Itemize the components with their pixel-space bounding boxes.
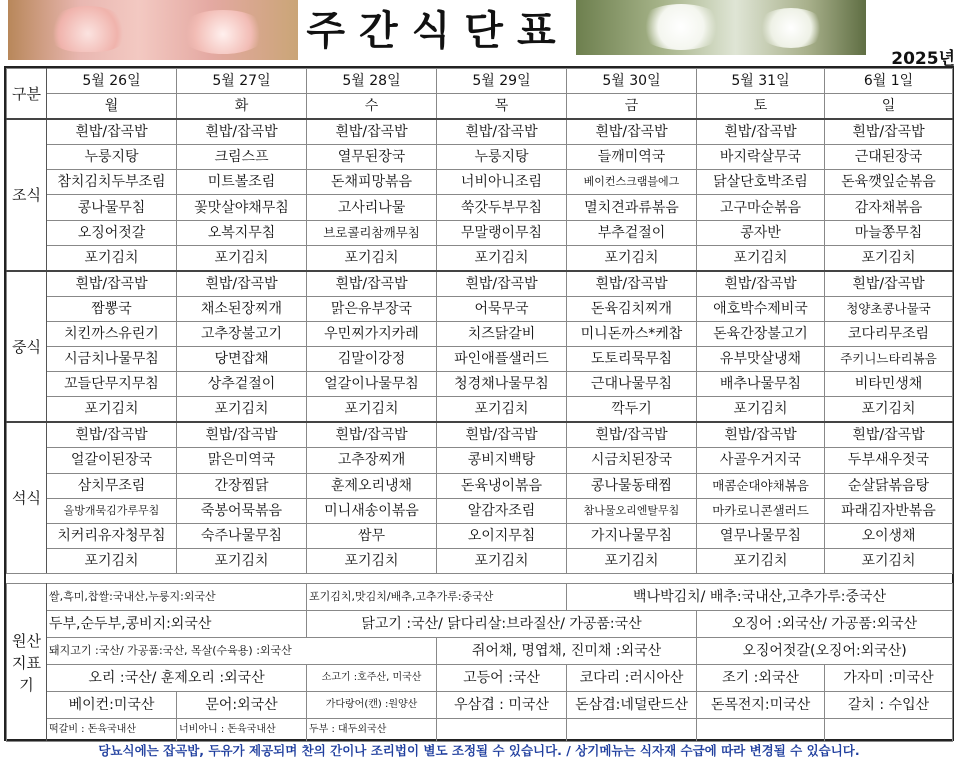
menu-cell: 포기김치: [307, 245, 437, 271]
menu-cell: 포기김치: [697, 548, 825, 573]
menu-cell: 포기김치: [47, 548, 177, 573]
header: [0, 0, 961, 69]
menu-cell: 알감자조림: [437, 498, 567, 523]
menu-cell: 고추장불고기: [177, 321, 307, 346]
menu-cell: 당면잡채: [177, 347, 307, 372]
menu-cell: 유부맛살냉채: [697, 347, 825, 372]
menu-cell: 포기김치: [567, 548, 697, 573]
lunch-label: 중식: [7, 271, 47, 423]
menu-cell: 돈육냉이볶음: [437, 473, 567, 498]
menu-cell: 미니새송이볶음: [307, 498, 437, 523]
menu-cell: 시금치된장국: [567, 448, 697, 473]
menu-cell: 얼갈이된장국: [47, 448, 177, 473]
meal-table: [6, 68, 953, 574]
origin-cell: 돼지고기 :국산/ 가공품:국산, 목살(수육용) :외국산: [47, 638, 437, 665]
menu-cell: 흰밥/잡곡밥: [307, 119, 437, 145]
menu-cell: 배추나물무침: [697, 372, 825, 397]
origin-cell: 떡갈비 : 돈육국내산: [47, 719, 177, 742]
origin-cell: 돈삼겹:네덜란드산: [567, 692, 697, 719]
weekday-cell: 토: [697, 94, 825, 120]
origin-cell: 갈치 : 수입산: [825, 692, 953, 719]
menu-cell: 콩나물무침: [47, 195, 177, 220]
menu-cell: 얼갈이나물무침: [307, 372, 437, 397]
menu-cell: 포기김치: [567, 245, 697, 271]
menu-cell: 치즈닭갈비: [437, 321, 567, 346]
origin-cell: 조기 :외국산: [697, 665, 825, 692]
menu-cell: 참치김치두부조림: [47, 170, 177, 195]
menu-cell: 멸치견과류볶음: [567, 195, 697, 220]
menu-cell: 파인애플샐러드: [437, 347, 567, 372]
menu-cell: 치커리유자청무침: [47, 523, 177, 548]
origin-cell: 쥐어채, 명엽채, 진미채 :외국산: [437, 638, 697, 665]
menu-cell: 훈제오리냉채: [307, 473, 437, 498]
menu-cell: 오복지무침: [177, 220, 307, 245]
breakfast-label: 조식: [7, 119, 47, 271]
menu-cell: 고구마순볶음: [697, 195, 825, 220]
lunch-row: [7, 397, 953, 423]
menu-cell: 흰밥/잡곡밥: [567, 119, 697, 145]
origin-cell: 돈목전지:미국산: [697, 692, 825, 719]
menu-cell: 열무된장국: [307, 145, 437, 170]
dinner-row: [7, 523, 953, 548]
origin-cell: [697, 719, 825, 742]
menu-cell: 상추겉절이: [177, 372, 307, 397]
weekday-cell: 금: [567, 94, 697, 120]
menu-cell: 들깨미역국: [567, 145, 697, 170]
menu-cell: 흰밥/잡곡밥: [697, 119, 825, 145]
origin-row: [7, 584, 953, 611]
date-cell: 5월 26일: [47, 69, 177, 94]
menu-cell: 시금치나물무침: [47, 347, 177, 372]
breakfast-row: [7, 119, 953, 145]
footer-note: 당뇨식에는 잡곡밥, 두유가 제공되며 찬의 간이나 조리법이 별도 조정될 수 있습니다. / 상기메뉴는 식자재 수급에 따라 변경될 수 있습니다.: [98, 743, 860, 758]
menu-cell: 숙주나물무침: [177, 523, 307, 548]
origin-cell: 두부 : 대두외국산: [307, 719, 437, 742]
menu-cell: 부추겉절이: [567, 220, 697, 245]
menu-cell: 오이생채: [825, 523, 953, 548]
menu-cell: 감자채볶음: [825, 195, 953, 220]
menu-cell: 돈육김치찌개: [567, 296, 697, 321]
dinner-label: 석식: [7, 422, 47, 573]
menu-cell: 누룽지탕: [47, 145, 177, 170]
origin-label: 원산지표기: [7, 584, 47, 742]
weekday-cell: 목: [437, 94, 567, 120]
origin-cell: 백나박김치/ 배추:국내산,고추가루:중국산: [567, 584, 953, 611]
menu-cell: 우민찌가지카레: [307, 321, 437, 346]
menu-cell: 가지나물무침: [567, 523, 697, 548]
date-cell: 6월 1일: [825, 69, 953, 94]
origin-cell: 오징어젓갈(오징어:외국산): [697, 638, 953, 665]
origin-cell: [567, 719, 697, 742]
menu-cell: 쌈무: [307, 523, 437, 548]
menu-cell: 포기김치: [47, 397, 177, 423]
menu-cell: 콩자반: [697, 220, 825, 245]
dinner-row: [7, 422, 953, 448]
breakfast-row: [7, 145, 953, 170]
date-cell: 5월 31일: [697, 69, 825, 94]
menu-cell: 두부새우젓국: [825, 448, 953, 473]
menu-cell: 흰밥/잡곡밥: [177, 422, 307, 448]
corner-label: 구분: [7, 69, 47, 120]
menu-cell: 너비아니조림: [437, 170, 567, 195]
menu-cell: 흰밥/잡곡밥: [567, 271, 697, 297]
lunch-row: [7, 347, 953, 372]
menu-cell: 콩나물동태찜: [567, 473, 697, 498]
origin-cell: 너비아니 : 돈육국내산: [177, 719, 307, 742]
menu-cell: 마카로니콘샐러드: [697, 498, 825, 523]
menu-cell: 애호박수제비국: [697, 296, 825, 321]
menu-cell: 순살닭볶음탕: [825, 473, 953, 498]
menu-cell: 청경채나물무침: [437, 372, 567, 397]
menu-cell: 포기김치: [177, 397, 307, 423]
menu-cell: 맑은유부장국: [307, 296, 437, 321]
origin-cell: 고등어 :국산: [437, 665, 567, 692]
menu-cell: 파래김자반볶음: [825, 498, 953, 523]
menu-cell: 흰밥/잡곡밥: [697, 271, 825, 297]
origin-cell: 닭고기 :국산/ 닭다리살:브라질산/ 가공품:국산: [307, 611, 697, 638]
menu-cell: 오이지무침: [437, 523, 567, 548]
menu-cell: 브로콜리참깨무침: [307, 220, 437, 245]
origin-table: [6, 583, 953, 742]
date-cell: 5월 29일: [437, 69, 567, 94]
origin-cell: 우삼겹 : 미국산: [437, 692, 567, 719]
origin-cell: 소고기 :호주산, 미국산: [307, 665, 437, 692]
menu-cell: 마늘쫑무침: [825, 220, 953, 245]
origin-cell: 문어:외국산: [177, 692, 307, 719]
menu-cell: 포기김치: [825, 245, 953, 271]
menu-cell: 닭살단호박조림: [697, 170, 825, 195]
menu-cell: 채소된장찌개: [177, 296, 307, 321]
menu-cell: 누룽지탕: [437, 145, 567, 170]
menu-cell: 맑은미역국: [177, 448, 307, 473]
lunch-row: [7, 321, 953, 346]
menu-cell: 쑥갓두부무침: [437, 195, 567, 220]
menu-cell: 흰밥/잡곡밥: [437, 119, 567, 145]
menu-cell: 근대된장국: [825, 145, 953, 170]
menu-cell: 청양초콩나물국: [825, 296, 953, 321]
menu-cell: 흰밥/잡곡밥: [697, 422, 825, 448]
dinner-row: [7, 548, 953, 573]
menu-cell: 포기김치: [697, 397, 825, 423]
menu-cell: 흰밥/잡곡밥: [177, 271, 307, 297]
origin-cell: 코다리 :러시아산: [567, 665, 697, 692]
menu-cell: 주키니느타리볶음: [825, 347, 953, 372]
menu-cell: 돈채피망볶음: [307, 170, 437, 195]
date-cell: 5월 30일: [567, 69, 697, 94]
weekday-cell: 수: [307, 94, 437, 120]
date-row: [7, 69, 953, 94]
menu-cell: 바지락살무국: [697, 145, 825, 170]
dinner-row: [7, 498, 953, 523]
breakfast-row: [7, 245, 953, 271]
weekday-cell: 일: [825, 94, 953, 120]
lunch-row: [7, 296, 953, 321]
menu-cell: 포기김치: [825, 397, 953, 423]
breakfast-row: [7, 170, 953, 195]
menu-cell: 올방개묵김가루무침: [47, 498, 177, 523]
menu-cell: 매콤순대야채볶음: [697, 473, 825, 498]
origin-cell: 쌀,흑미,찹쌀:국내산,누룽지:외국산: [47, 584, 307, 611]
menu-cell: 사골우거지국: [697, 448, 825, 473]
menu-cell: 코다리무조림: [825, 321, 953, 346]
menu-cell: 죽봉어묵볶음: [177, 498, 307, 523]
origin-row: [7, 719, 953, 742]
menu-cell: 포기김치: [437, 397, 567, 423]
page-title: 주간식단표: [306, 8, 570, 54]
menu-cell: 삼치무조림: [47, 473, 177, 498]
menu-cell: 포기김치: [307, 397, 437, 423]
menu-cell: 포기김치: [697, 245, 825, 271]
menu-cell: 흰밥/잡곡밥: [307, 271, 437, 297]
origin-cell: 오징어 :외국산/ 가공품:외국산: [697, 611, 953, 638]
lotus-flower-image: [8, 0, 298, 60]
menu-cell: 도토리묵무침: [567, 347, 697, 372]
menu-cell: 무말랭이무침: [437, 220, 567, 245]
menu-cell: 미니돈까스*케찹: [567, 321, 697, 346]
dinner-row: [7, 473, 953, 498]
origin-row: [7, 692, 953, 719]
menu-cell: 열무나물무침: [697, 523, 825, 548]
origin-cell: [437, 719, 567, 742]
menu-cell: 포기김치: [177, 245, 307, 271]
menu-cell: 포기김치: [177, 548, 307, 573]
weekday-cell: 월: [47, 94, 177, 120]
breakfast-row: [7, 195, 953, 220]
menu-cell: 돈육깻잎순볶음: [825, 170, 953, 195]
origin-row: [7, 665, 953, 692]
menu-cell: 흰밥/잡곡밥: [47, 271, 177, 297]
menu-cell: 꼬들단무지무침: [47, 372, 177, 397]
date-cell: 5월 27일: [177, 69, 307, 94]
menu-cell: 흰밥/잡곡밥: [567, 422, 697, 448]
menu-cell: 짬뽕국: [47, 296, 177, 321]
menu-cell: 꽃맛살야채무침: [177, 195, 307, 220]
menu-cell: 흰밥/잡곡밥: [307, 422, 437, 448]
origin-cell: 가자미 :미국산: [825, 665, 953, 692]
menu-cell: 포기김치: [825, 548, 953, 573]
origin-cell: 두부,순두부,콩비지:외국산: [47, 611, 307, 638]
menu-cell: 미트볼조림: [177, 170, 307, 195]
lunch-row: [7, 271, 953, 297]
menu-cell: 김말이강정: [307, 347, 437, 372]
menu-cell: 돈육간장불고기: [697, 321, 825, 346]
menu-cell: 흰밥/잡곡밥: [825, 119, 953, 145]
origin-row: [7, 611, 953, 638]
menu-cell: 치킨까스유린기: [47, 321, 177, 346]
menu-cell: 고추장찌개: [307, 448, 437, 473]
origin-row: [7, 638, 953, 665]
menu-cell: 어묵무국: [437, 296, 567, 321]
origin-cell: [825, 719, 953, 742]
lunch-row: [7, 372, 953, 397]
menu-cell: 베이컨스크램블에그: [567, 170, 697, 195]
menu-cell: 포기김치: [47, 245, 177, 271]
menu-cell: 근대나물무침: [567, 372, 697, 397]
menu-cell: 참나물오리엔탈무침: [567, 498, 697, 523]
white-flower-image: [576, 0, 866, 55]
year-label: 2025년: [891, 49, 955, 69]
weekday-row: [7, 94, 953, 120]
dinner-row: [7, 448, 953, 473]
menu-cell: 흰밥/잡곡밥: [177, 119, 307, 145]
menu-cell: 오징어젓갈: [47, 220, 177, 245]
menu-cell: 콩비지백탕: [437, 448, 567, 473]
menu-cell: 포기김치: [307, 548, 437, 573]
menu-cell: 흰밥/잡곡밥: [825, 422, 953, 448]
menu-cell: 흰밥/잡곡밥: [437, 271, 567, 297]
origin-cell: 가다랑어(캔) :원양산: [307, 692, 437, 719]
menu-cell: 흰밥/잡곡밥: [825, 271, 953, 297]
menu-cell: 고사리나물: [307, 195, 437, 220]
menu-cell: 흰밥/잡곡밥: [47, 422, 177, 448]
menu-cell: 크림스프: [177, 145, 307, 170]
menu-cell: 흰밥/잡곡밥: [437, 422, 567, 448]
weekday-cell: 화: [177, 94, 307, 120]
origin-cell: 오리 :국산/ 훈제오리 :외국산: [47, 665, 307, 692]
date-cell: 5월 28일: [307, 69, 437, 94]
menu-cell: 포기김치: [437, 245, 567, 271]
origin-cell: 베이컨:미국산: [47, 692, 177, 719]
menu-cell: 비타민생채: [825, 372, 953, 397]
menu-cell: 포기김치: [437, 548, 567, 573]
breakfast-row: [7, 220, 953, 245]
menu-cell: 간장찜닭: [177, 473, 307, 498]
origin-cell: 포기김치,맛김치/배추,고추가루:중국산: [307, 584, 567, 611]
menu-cell: 깍두기: [567, 397, 697, 423]
menu-cell: 흰밥/잡곡밥: [47, 119, 177, 145]
